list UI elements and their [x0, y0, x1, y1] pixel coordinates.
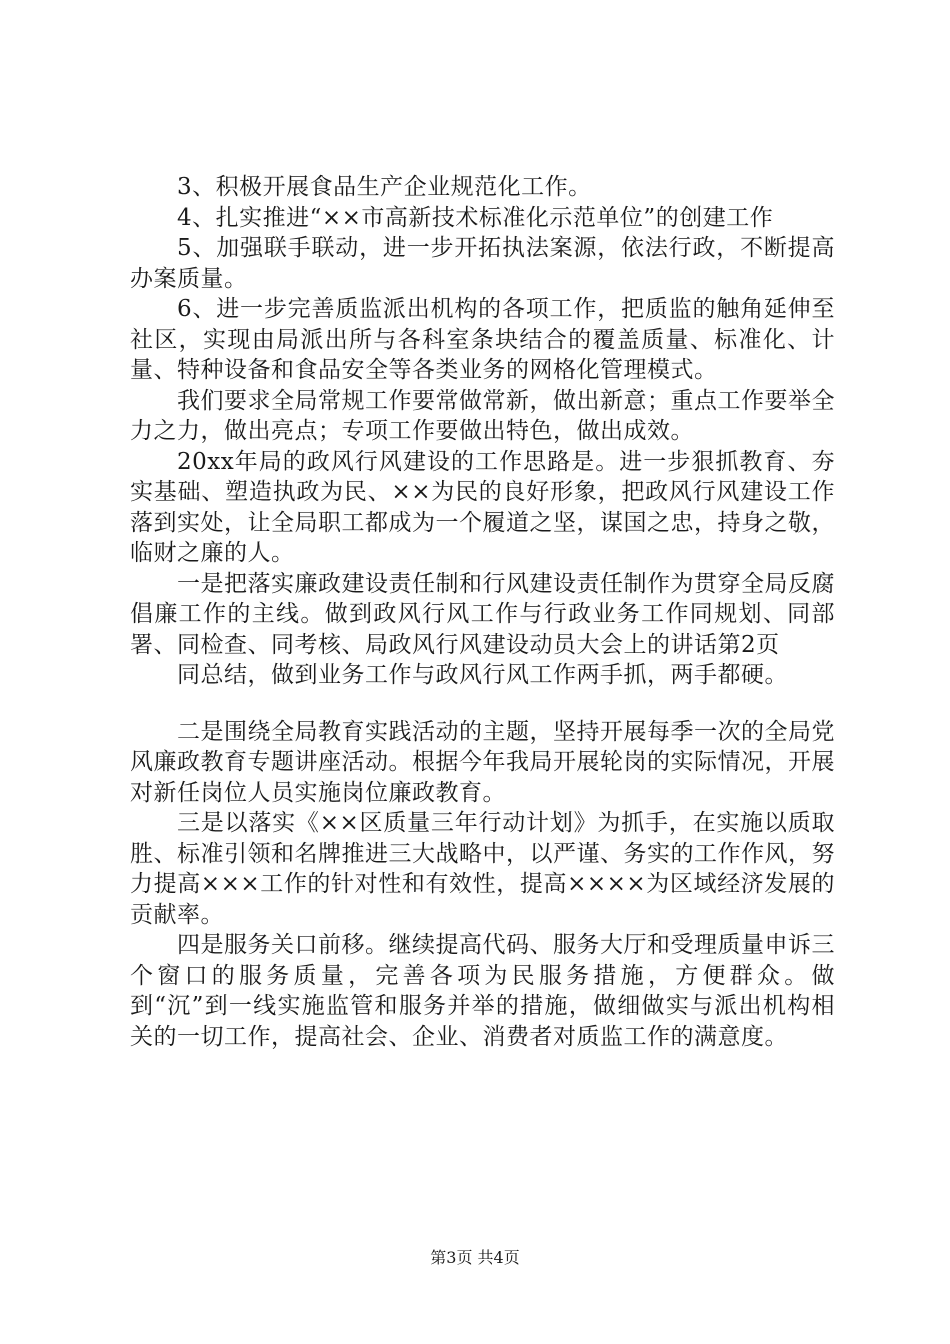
paragraph-item-5: 5、加强联手联动，进一步开拓执法案源，依法行政，不断提高办案质量。	[130, 235, 835, 292]
paragraph-item-4: 4、扎实推进“××市高新技术标准化示范单位”的创建工作	[177, 204, 774, 231]
paragraph-point-four: 四是服务关口前移。继续提高代码、服务大厅和受理质量申诉三个窗口的服务质量，完善各项为民服务措施，方便群众。做到“沉”到一线实施监管和服务并举的措施，做细做实与派出机构相关的一切工作，提高社会、企业、消费者对质监工作的满意度。	[130, 932, 835, 1050]
paragraph-item-3: 3、积极开展食品生产企业规范化工作。	[177, 174, 592, 200]
paragraph-point-one: 一是把落实廉政建设责任制和行风建设责任制作为贯穿全局反腐倡廉工作的主线。做到政风行风工作与行政业务工作同规划、同部署、同检查、同考核、局政风行风建设动员大会上的讲话第2页	[130, 570, 835, 658]
paragraph-point-three: 三是以落实《××区质量三年行动计划》为抓手，在实施以质取胜、标准引领和名牌推进三大战略中，以严谨、务实的工作作风，努力提高×××工作的针对性和有效性，提高××××为区域经济发展的贡献率。	[130, 810, 835, 928]
page-number-footer: 第3页 共4页	[430, 1248, 520, 1267]
paragraph-work-plan: 20xx年局的政风行风建设的工作思路是。进一步狠抓教育、夯实基础、塑造执政为民、××为民的良好形象，把政风行风建设工作落到实处，让全局职工都成为一个履道之坚，谋国之忠，持身之敬，临财之廉的人。	[130, 448, 835, 566]
paragraph-point-one-continued: 同总结，做到业务工作与政风行风工作两手抓，两手都硬。	[177, 662, 788, 688]
paragraph-item-6: 6、进一步完善质监派出机构的各项工作，把质监的触角延伸至社区，实现由局派出所与各科室条块结合的覆盖质量、标准化、计量、特种设备和食品安全等各类业务的网格化管理模式。	[130, 296, 835, 383]
paragraph-point-two: 二是围绕全局教育实践活动的主题，坚持开展每季一次的全局党风廉政教育专题讲座活动。根据今年我局开展轮岗的实际情况，开展对新任岗位人员实施岗位廉政教育。	[130, 718, 835, 806]
document-body	[130, 172, 835, 1052]
paragraph-requirements: 我们要求全局常规工作要常做常新，做出新意；重点工作要举全力之力，做出亮点；专项工作要做出特色，做出成效。	[130, 387, 835, 444]
